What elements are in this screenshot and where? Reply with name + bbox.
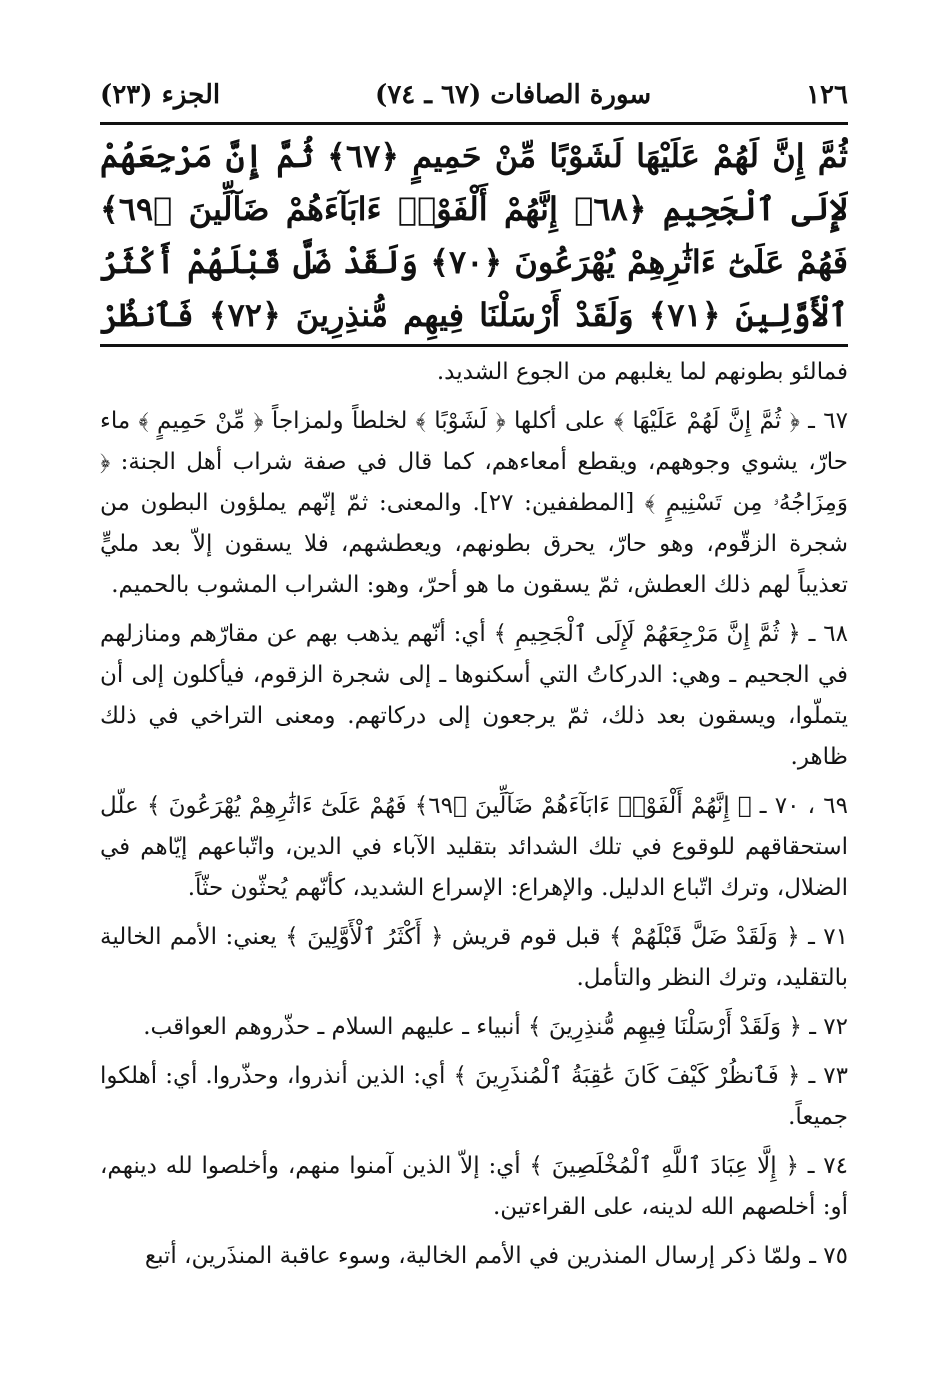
commentary-paragraph: فمالئو بطونهم لما يغلبهم من الجوع الشديد. — [436, 359, 848, 385]
surah-title: سورة الصافات (٦٧ ـ ٧٤) — [375, 80, 652, 110]
commentary-paragraph: ٦٧ ـ ﴿ ثُمَّ إِنَّ لَهُمْ عَلَيْهَا ﴾ على أكلها ﴿ لَشَوْبًا ﴾ لخلطاً ولمزاجاً ﴿ مِّنْ حَمِيمٍ ﴾ ماء حارّ، يشوي وجوههم، ويقطع أمعاءهم، كما قال في صفة شراب أهل الجنة: ﴿ وَمِزَاجُهُۥ مِن تَسْنِيمٍ ﴾ [المطففين: ٢٧]. والمعنى: ثمّ إنّهم يملؤون البطون من شجرة الزقّوم، وهو حارّ، يحرق بطونهم، ويعطشهم، فلا يسقون إلاّ بعد مليٍّ تعذيباً لهم ذلك العطش، ثمّ يسقون ما هو أحرّ، وهو: الشراب المشوب بالحميم. — [100, 408, 848, 598]
juz-label: الجزء (٢٣) — [100, 80, 221, 110]
page-header — [100, 70, 848, 120]
commentary-paragraph: ٧٤ ـ ﴿ إِلَّا عِبَادَ ٱللَّهِ ٱلْمُخْلَصِينَ ﴾ أي: إلاّ الذين آمنوا منهم، وأخلصوا لله دينهم، أو: أخلصهم الله لدينه، على القراءتين. — [100, 1153, 848, 1220]
commentary-paragraph: ٧٥ ـ ولمّا ذكر إرسال المنذرين في الأمم الخالية، وسوء عاقبة المنذَرين، أتبع — [144, 1243, 848, 1269]
commentary-paragraph: ٧٣ ـ ﴿ فَٱنظُرْ كَيْفَ كَانَ عَٰقِبَةُ ٱلْمُنذَرِينَ ﴾ أي: الذين أنذروا، وحذّروا. أي: أهلكوا جميعاً. — [100, 1063, 848, 1130]
quran-verses: ثُمَّ إِنَّ لَهُمْ عَلَيْهَا لَشَوْبًا مِّنْ حَمِيمٍ ﴿٦٧﴾ ثُمَّ إِنَّ مَرْجِعَهُمْ لَإِلَى ٱلْجَحِيمِ ﴿٦٨﴾ إِنَّهُمْ أَلْفَوْا۟ ءَابَآءَهُمْ ضَآلِّينَ ﴿٦٩﴾ فَهُمْ عَلَىٰٓ ءَاثَٰرِهِمْ يُهْرَعُونَ ﴿٧٠﴾ وَلَقَدْ ضَلَّ قَبْلَهُمْ أَكْثَرُ ٱلْأَوَّلِينَ ﴿٧١﴾ وَلَقَدْ أَرْسَلْنَا فِيهِم مُّنذِرِينَ ﴿٧٢﴾ فَٱنظُرْ — [100, 137, 848, 334]
page-number: ١٢٦ — [806, 80, 848, 110]
commentary-paragraph: ٦٨ ـ ﴿ ثُمَّ إِنَّ مَرْجِعَهُمْ لَإِلَى ٱلْجَحِيمِ ﴾ أي: أنّهم يذهب بهم عن مقارّهم ومنازلهم في الجحيم ـ وهي: الدركاتُ التي أسكنوها ـ إلى شجرة الزقوم، فيأكلون إلى أن يتملّوا، ويسقون بعد ذلك، ثمّ يرجعون إلى دركاتهم. ومعنى التراخي في ذلك ظاهر. — [100, 621, 848, 770]
commentary-paragraph: ٦٩ ، ٧٠ ـ ﴿ إِنَّهُمْ أَلْفَوْا۟ ءَابَآءَهُمْ ضَآلِّينَ ﴿٦٩﴾ فَهُمْ عَلَىٰٓ ءَاثَٰرِهِمْ يُهْرَعُونَ ﴾ علّل استحقاقهم للوقوع في تلك الشدائد بتقليد الآباء في الدين، واتّباعهم إيّاهم في الضلال، وترك اتّباع الدليل. والإهراع: الإسراع الشديد، كأنّهم يُحثّون حثّاً. — [100, 793, 848, 901]
verses-rule — [100, 344, 848, 347]
header-rule — [100, 122, 848, 125]
commentary — [100, 352, 848, 1352]
commentary-paragraph: ٧١ ـ ﴿ وَلَقَدْ ضَلَّ قَبْلَهُمْ ﴾ قبل قوم قريش ﴿ أَكْثَرُ ٱلْأَوَّلِينَ ﴾ يعني: الأمم الخالية بالتقليد، وترك النظر والتأمل. — [100, 924, 848, 991]
commentary-paragraph: ٧٢ ـ ﴿ وَلَقَدْ أَرْسَلْنَا فِيهِم مُّنذِرِينَ ﴾ أنبياء ـ عليهم السلام ـ حذّروهم العواقب. — [143, 1014, 848, 1040]
